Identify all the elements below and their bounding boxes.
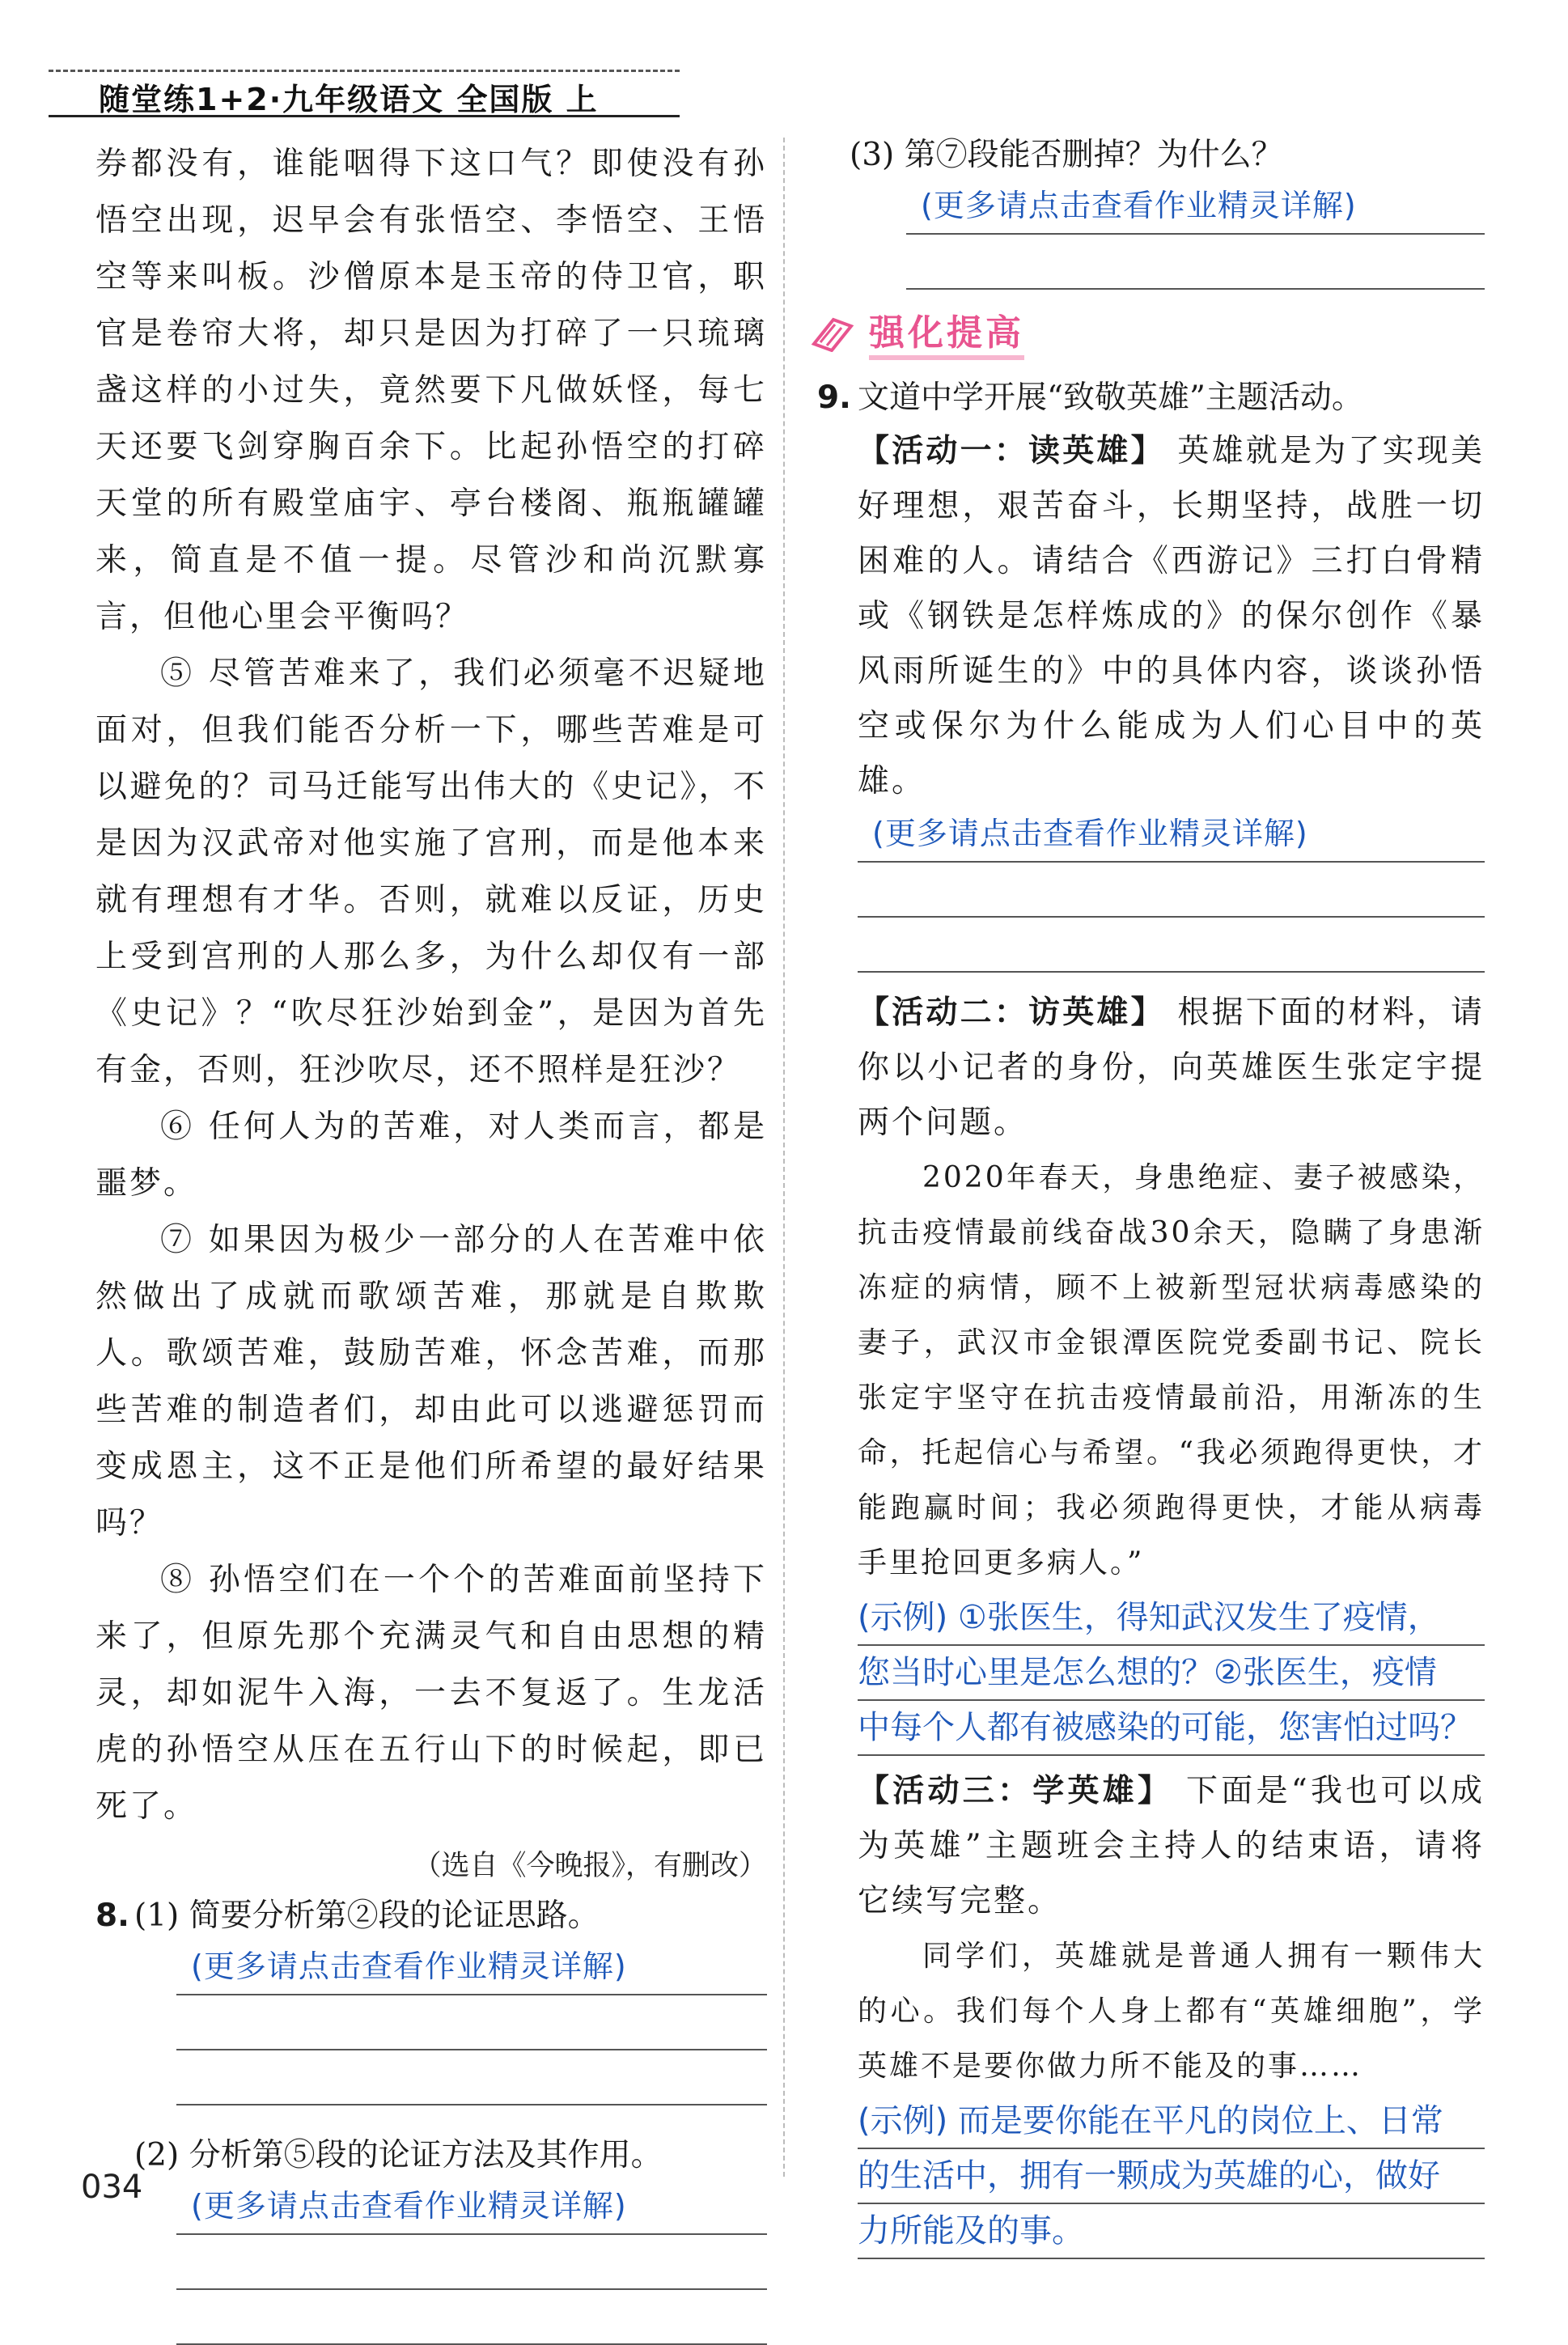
answer-line: (示例) 而是要你能在平凡的岗位上、日常 — [858, 2094, 1485, 2149]
activity-3 — [858, 1764, 1485, 2259]
activity-2-answer — [858, 1591, 1485, 1756]
column-divider — [783, 138, 785, 2177]
right-column — [817, 129, 1485, 2259]
activity-3-prompt — [858, 1764, 1485, 1929]
activity-1-label: 【活动一：读英雄】 — [858, 433, 1165, 469]
closing-text: 同学们，英雄就是普通人拥有一颗伟大的心。我们每个人身上都有“英雄细胞”，学英雄不是要你做力所不能及的事…… — [858, 1940, 1485, 2083]
activity-2 — [858, 986, 1485, 1756]
page-header — [49, 58, 680, 115]
question-9 — [817, 372, 1485, 424]
answer-line[interactable] — [176, 2290, 767, 2345]
section-header — [809, 299, 1485, 364]
answer-line[interactable] — [858, 863, 1485, 918]
article-source: （选自《今晚报》，有删改） — [413, 1850, 767, 1882]
activity-1-prompt — [858, 424, 1485, 809]
detail-link[interactable]: (更多请点击查看作业精灵详解) — [906, 181, 1485, 235]
answer-area-8-1 — [176, 1942, 767, 2105]
paragraph-6: ⑥ 任何人为的苦难，对人类而言，都是噩梦。 — [95, 1109, 767, 1202]
activity-3-answer — [858, 2094, 1485, 2259]
book-title: 随堂练1+2·九年级语文 全国版 上 — [99, 82, 599, 117]
answer-line[interactable] — [858, 918, 1485, 973]
question-number: 9. — [817, 380, 851, 416]
question-8-2: (2) 分析第⑤段的论证方法及其作用。 — [134, 2137, 663, 2173]
answer-line: 力所能及的事。 — [858, 2204, 1485, 2259]
answer-line: 您当时心里是怎么想的？②张医生，疫情 — [858, 1646, 1485, 1701]
answer-line[interactable] — [176, 2235, 767, 2290]
answer-area-8-2 — [176, 2182, 767, 2345]
page-number: 034 — [81, 2169, 143, 2206]
answer-line: (示例) ①张医生，得知武汉发生了疫情， — [858, 1591, 1485, 1646]
question-8-1 — [95, 1890, 767, 1942]
detail-link[interactable]: (更多请点击查看作业精灵详解) — [176, 2182, 767, 2235]
activity-2-prompt — [858, 986, 1485, 1151]
activity-2-text: 根据下面的材料，请你以小记者的身份，向英雄医生张定宇提两个问题。 — [858, 994, 1485, 1141]
left-column — [95, 136, 767, 2345]
activity-1-text: 英雄就是为了实现美好理想，艰苦奋斗，长期坚持，战胜一切困难的人。请结合《西游记》三打白骨精或《钢铁是怎样炼成的》的保尔创作《暴风雨所诞生的》中的具体内容，谈谈孙悟空或保尔为什么能成为人们心目中的英雄。 — [858, 433, 1485, 799]
answer-line[interactable] — [176, 1995, 767, 2050]
activity-1 — [858, 424, 1485, 973]
paragraph-7: ⑦ 如果因为极少一部分的人在苦难中依然做出了成就而歌颂苦难，那就是自欺欺人。歌颂苦难，鼓励苦难，怀念苦难，而那些苦难的制造者们，却由此可以逃避惩罚而变成恩主，这不正是他们所希望的最好结果吗？ — [95, 1222, 767, 1541]
paragraph-5: ⑤ 尽管苦难来了，我们必须毫不迟疑地面对，但我们能否分析一下，哪些苦难是可以避免的？司马迁能写出伟大的《史记》，不是因为汉武帝对他实施了宫刑，而是他本来就有理想有才华。否则，就难以反证，历史上受到宫刑的人那么多，为什么却仅有一部《史记》？“吹尽狂沙始到金”，是因为首先有金，否则，狂沙吹尽，还不照样是狂沙？ — [95, 655, 767, 1088]
book-stack-icon — [809, 312, 856, 352]
question-number: 8. — [95, 1898, 129, 1934]
question-8-3: (3) 第⑦段能否删掉？为什么？ — [850, 137, 1283, 173]
activity-2-label: 【活动二：访英雄】 — [858, 994, 1165, 1031]
paragraph-continued: 券都没有，谁能咽得下这口气？即使没有孙悟空出现，迟早会有张悟空、李悟空、王悟空等来叫板。沙僧原本是玉帝的侍卫官，职官是卷帘大将，却只是因为打碎了一只琉璃盏这样的小过失，竟然要下凡做妖怪，每七天还要飞剑穿胸百余下。比起孙悟空的打碎天堂的所有殿堂庙宇、亭台楼阁、瓶瓶罐罐来，简直是不值一提。尽管沙和尚沉默寡言，但他心里会平衡吗？ — [95, 146, 767, 635]
section-title: 强化提高 — [869, 303, 1024, 360]
answer-line: 中每个人都有被感染的可能，您害怕过吗？ — [858, 1701, 1485, 1756]
material-text: 2020年春天，身患绝症、妻子被感染，抗击疫情最前线奋战30余天，隐瞒了身患渐冻症的病情，顾不上被新型冠状病毒感染的妻子，武汉市金银潭医院党委副书记、院长张定宇坚守在抗击疫情最前沿，用渐冻的生命，托起信心与希望。“我必须跑得更快，才能跑赢时间；我必须跑得更快，才能从病毒手里抢回更多病人。” — [858, 1161, 1485, 1580]
answer-area-8-3 — [906, 181, 1485, 290]
question-text: 文道中学开展“致敬英雄”主题活动。 — [858, 380, 1363, 416]
header-rule — [49, 115, 680, 117]
question-text: (1) 简要分析第②段的论证思路。 — [134, 1898, 600, 1934]
detail-link[interactable]: (更多请点击查看作业精灵详解) — [176, 1942, 767, 1995]
paragraph-8: ⑧ 孙悟空们在一个个的苦难面前坚持下来了，但原先那个充满灵气和自由思想的精灵，却如泥牛入海，一去不复返了。生龙活虎的孙悟空从压在五行山下的时候起，即已死了。 — [95, 1562, 767, 1825]
header-dashed-rule — [49, 70, 680, 72]
activity-3-text: 下面是“我也可以成为英雄”主题班会主持人的结束语，请将它续写完整。 — [858, 1773, 1485, 1919]
answer-line: 的生活中，拥有一颗成为英雄的心，做好 — [858, 2149, 1485, 2204]
answer-line[interactable] — [176, 2050, 767, 2105]
activity-3-label: 【活动三：学英雄】 — [858, 1773, 1173, 1809]
answer-line[interactable] — [906, 235, 1485, 290]
detail-link[interactable]: (更多请点击查看作业精灵详解) — [858, 809, 1485, 863]
